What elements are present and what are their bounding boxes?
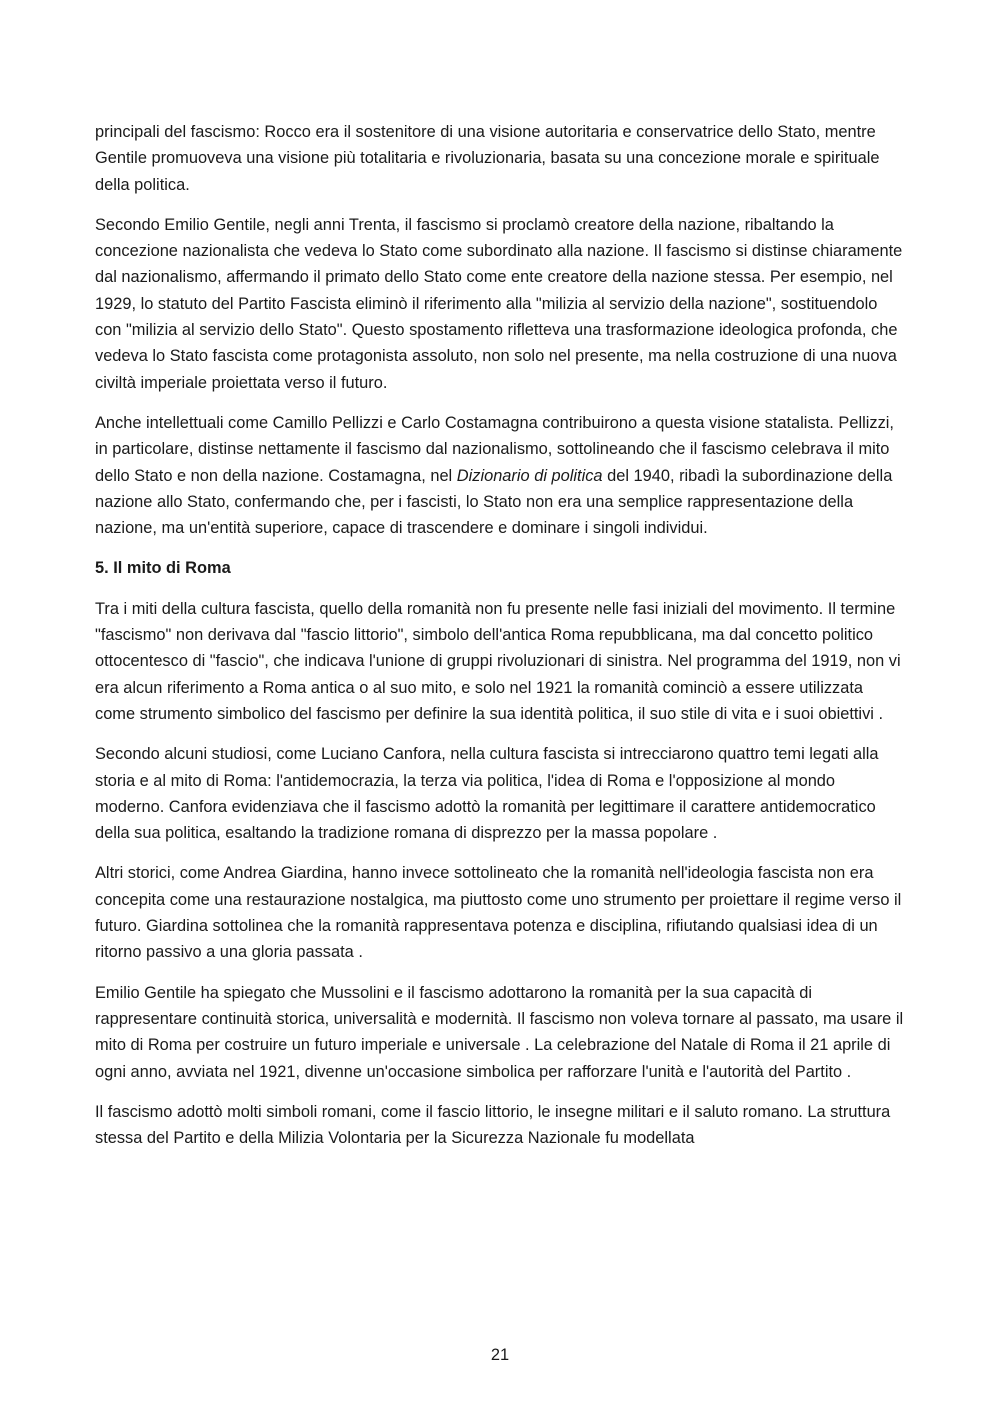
paragraph-text: del 1940, ribadì la subordinazione della nazione allo Stato, confermando che, per i fascisti, lo Stato non era una semplice rappresentazione della nazione, ma un'entità superiore, capace di trascendere e dominare i singoli individui.: [95, 466, 893, 538]
paragraph-text: Anche intellettuali come Camillo Pellizzi e Carlo Costamagna contribuirono a questa visione statalista. Pellizzi, in particolare, distinse nettamente il fascismo dal nazionalismo, sottolineando che il fascismo celebrava il mito dello Stato e non della nazione. Costamagna, nel: [95, 413, 894, 485]
paragraph-rocco-gentile: principali del fascismo: Rocco era il sostenitore di una visione autoritaria e conservatrice dello Stato, mentre Gentile promuoveva una visione più totalitaria e rivoluzionaria, basata su una concezione morale e spirituale della politica.: [95, 123, 880, 194]
document-page: [95, 119, 907, 1165]
paragraph-stato-nazione: Secondo Emilio Gentile, negli anni Trenta, il fascismo si proclamò creatore della nazione, ribaltando la concezione nazionalista che vedeva lo Stato come subordinato alla nazione. Il fascismo si distinse chiaramente dal nazionalismo, affermando il primato dello Stato come ente creatore della nazione stessa. Per esempio, nel 1929, lo statuto del Partito Fascista eliminò il riferimento alla "milizia al servizio della nazione", sostituendolo con "milizia al servizio dello Stato". Questo spostamento rifletteva una trasformazione ideologica profonda, che vedeva lo Stato fascista come protagonista assoluto, non solo nel presente, ma nella costruzione di una nuova civiltà imperiale proiettata verso il futuro.: [95, 215, 903, 392]
paragraph-giardina: Altri storici, come Andrea Giardina, hanno invece sottolineato che la romanità nell'ideologia fascista non era concepita come una restaurazione nostalgica, ma piuttosto come uno strumento per proiettare il regime verso il futuro. Giardina sottolinea che la romanità rappresentava potenza e disciplina, rifiutando qualsiasi idea di un ritorno passivo a una gloria passata .: [95, 864, 902, 962]
book-title: Dizionario di politica: [456, 466, 603, 485]
page-number: 21: [490, 1346, 510, 1364]
paragraph-romanita-origini: Tra i miti della cultura fascista, quello della romanità non fu presente nelle fasi iniziali del movimento. Il termine "fascismo" non derivava dal "fascio littorio", simbolo dell'antica Roma repubblicana, ma dal concetto politico ottocentesco di "fascio", che indicava l'unione di gruppi rivoluzionari di sinistra. Nel programma del 1919, non vi era alcun riferimento a Roma antica o al suo mito, e solo nel 1921 la romanità cominciò a essere utilizzata come strumento simbolico del fascismo per definire la sua identità politica, il suo stile di vita e i suoi obiettivi .: [95, 599, 901, 723]
paragraph-gentile-romanita: Emilio Gentile ha spiegato che Mussolini e il fascismo adottarono la romanità per la sua capacità di rappresentare continuità storica, universalità e modernità. Il fascismo non voleva tornare al passato, ma usare il mito di Roma per costruire un futuro imperiale e universale . La celebrazione del Natale di Roma il 21 aprile di ogni anno, avviata nel 1921, divenne un'occasione simbolica per rafforzare l'unità e l'autorità del Partito .: [95, 983, 904, 1081]
paragraph-pellizzi-costamagna: [95, 410, 907, 541]
paragraph-simboli-romani: Il fascismo adottò molti simboli romani, come il fascio littorio, le insegne militari e il saluto romano. La struttura stessa del Partito e della Milizia Volontaria per la Sicurezza Nazionale fu modellata: [95, 1102, 891, 1148]
section-heading: 5. Il mito di Roma: [95, 559, 231, 578]
paragraph-canfora: Secondo alcuni studiosi, come Luciano Canfora, nella cultura fascista si intrecciarono quattro temi legati alla storia e al mito di Roma: l'antidemocrazia, la terza via politica, l'idea di Roma e l'opposizione al mondo moderno. Canfora evidenziava che il fascismo adottò la romanità per legittimare il carattere antidemocratico della sua politica, esaltando la tradizione romana di disprezzo per la massa popolare .: [95, 745, 879, 843]
